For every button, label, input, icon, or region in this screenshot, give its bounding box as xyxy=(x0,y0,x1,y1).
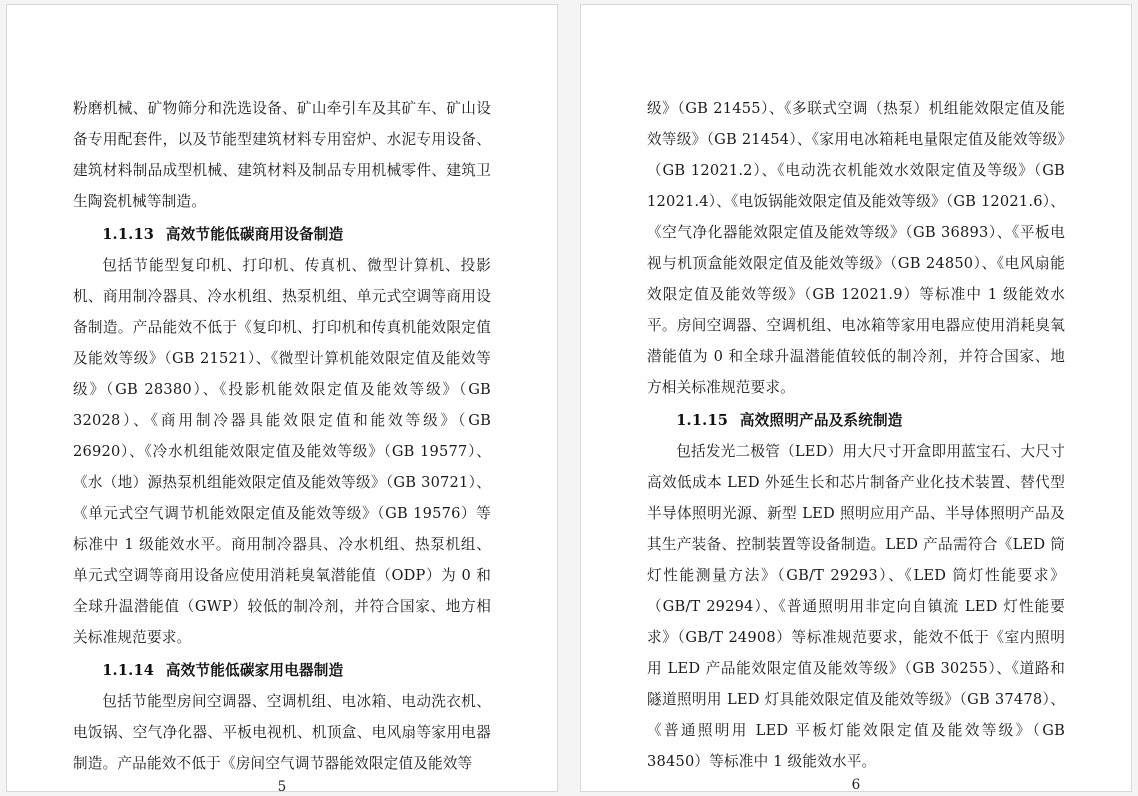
paragraph: 包括节能型复印机、打印机、传真机、微型计算机、投影机、商用制冷器具、冷水机组、热泵机组、单元式空调等商用设备制造。产品能效不低于《复印机、打印机和传真机能效限定值及能效等级》（GB 21521）、《微型计算机能效限定值及能效等级》（GB 28380）、《投影机能效限定值及能效等级》（GB 32028）、《商用制冷器具能效限定值和能效等级》（GB 26920）、《冷水机组能效限定值及能效等级》（GB 19577）、《水（地）源热泵机组能效限定值及能效等级》（GB 30721）、《单元式空气调节机能效限定值及能效等级》（GB 19576）等标准中 1 级能效水平。商用制冷器具、冷水机组、热泵机组、单元式空调等商用设备应使用消耗臭氧潜能值（ODP）为 0 和全球升温潜能值（GWP）较低的制冷剂，并符合国家、地方相关标准规范要求。 xyxy=(73,257,491,646)
paragraph: 级》（GB 21455）、《多联式空调（热泵）机组能效限定值及能效等级》（GB 21454）、《家用电冰箱耗电量限定值及能效等级》（GB 12021.2）、《电动洗衣机能效水效限定值及等级》（GB 12021.4）、《电饭锅能效限定值及能效等级》（GB 12021.6）、《空气净化器能效限定值及能效等级》（GB 36893）、《平板电视与机顶盒能效限定值及能效等级》（GB 24850）、《电风扇能效限定值及能效等级》（GB 12021.9）等标准中 1 级能效水平。房间空调器、空调机组、电冰箱等家用电器应使用消耗臭氧潜能值为 0 和全球升温潜能值较低的制冷剂，并符合国家、地方相关标准规范要求。 xyxy=(647,100,1065,396)
section-number: 1.1.13 xyxy=(102,226,155,243)
section-title: 高效节能低碳家用电器制造 xyxy=(165,662,344,679)
section-number: 1.1.14 xyxy=(102,662,155,679)
section-number: 1.1.15 xyxy=(676,412,729,429)
paragraph: 包括发光二极管（LED）用大尺寸开盒即用蓝宝石、大尺寸高效低成本 LED 外延生长和芯片制备产业化技术装置、替代型半导体照明光源、新型 LED 照明应用产品、半导体照明产品及其生产装备、控制装置等设备制造。LED 产品需符合《LED 筒灯性能测量方法》（GB/T 29293）、《LED 筒灯性能要求》（GB/T 29294）、《普通照明用非定向自镇流 LED 灯性能要求》（GB/T 24908）等标准规范要求，能效不低于《室内照明用 LED 产品能效限定值及能效等级》（GB 30255）、《道路和隧道照明用 LED 灯具能效限定值及能效等级》（GB 37478）、《普通照明用 LED 平板灯能效限定值及能效等级》（GB 38450）等标准中 1 级能效水平。 xyxy=(647,443,1065,770)
section-title: 高效节能低碳商用设备制造 xyxy=(165,226,344,243)
section-heading xyxy=(73,219,491,250)
page-number: 6 xyxy=(851,777,861,793)
section-heading xyxy=(647,405,1065,436)
document-page-right xyxy=(580,4,1132,792)
page-body-left xyxy=(7,5,557,779)
paragraph: 包括节能型房间空调器、空调机组、电冰箱、电动洗衣机、电饭锅、空气净化器、平板电视机、机顶盒、电风扇等家用电器制造。产品能效不低于《房间空气调节器能效限定值及能效等 xyxy=(73,693,491,772)
section-heading xyxy=(73,655,491,686)
section-title: 高效照明产品及系统制造 xyxy=(739,412,903,429)
document-page-left xyxy=(6,4,558,795)
page-body-right xyxy=(581,5,1131,777)
page-number: 5 xyxy=(277,779,287,795)
paragraph: 粉磨机械、矿物筛分和洗选设备、矿山牵引车及其矿车、矿山设备专用配套件，以及节能型建筑材料专用窑炉、水泥专用设备、建筑材料制品成型机械、建筑材料及制品专用机械零件、建筑卫生陶瓷机械等制造。 xyxy=(73,100,491,210)
